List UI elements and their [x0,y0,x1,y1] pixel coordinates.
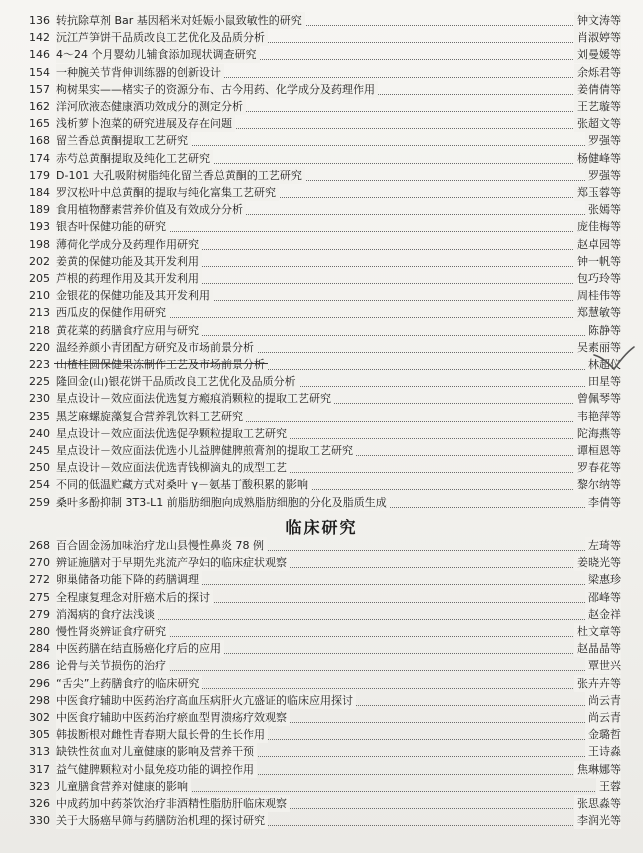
page-number: 272 [29,573,50,587]
entry-title: 黄花菜的药膳食疗应用与研究 [56,322,202,339]
page-number: 240 [29,426,50,440]
entry-author: 李润光等 [574,812,621,829]
page-number: 313 [29,745,50,759]
toc-entry [0,270,643,287]
entry-title: 辨证施膳对于早期先兆流产孕妇的临床症状观察 [56,554,290,571]
entry-title: 银杏叶保健功能的研究 [56,218,169,235]
toc-entry [0,812,643,829]
page-number: 245 [29,444,50,457]
toc-entry [0,29,643,46]
entry-title: 薄荷化学成分及药理作用研究 [56,236,202,253]
entry-title: 中医食疗辅助中医药治疗瘀血型胃溃疡疗效观察 [56,709,290,726]
page-number: 317 [29,762,50,776]
entry-title: 论骨与关节损伤的治疗 [56,657,169,674]
entry-author: 张卉卉等 [574,675,621,692]
page-number: 286 [29,659,50,673]
entry-title: 星点设计－效应面法优选小儿益脾健脾煎膏剂的提取工艺研究 [56,442,356,459]
entry-author: 王诗淼 [585,743,621,760]
toc-entry [0,356,643,373]
page-number: 205 [29,272,50,285]
page-number: 284 [29,642,50,656]
entry-title: 山楂桂圆保健果冻制作工艺及市场前景分析 [56,356,268,373]
entry-title: 卵巢储备功能下降的药膳调理 [56,571,202,588]
entry-title: “舌尖”上药膳食疗的临床研究 [56,675,202,692]
entry-author: 林超仪 [585,356,621,373]
entry-title: 枸树果实——楮实子的资源分布、古今用药、化学成分及药理作用 [56,81,378,98]
toc-entry [0,167,643,184]
page-number: 162 [29,100,50,113]
entry-author: 肖淑婷等 [574,29,621,46]
page-number: 305 [29,728,50,742]
entry-title: 益气健脾颗粒对小鼠免疫功能的调控作用 [56,761,257,778]
toc-entry [0,554,643,571]
entry-author: 钟文涛等 [574,12,621,29]
toc-entry [0,339,643,356]
toc-entry [0,657,643,674]
toc-entry [0,743,643,760]
entry-author: 姜晓光等 [574,554,621,571]
entry-title: 星点设计－效应面法优选青钱柳滴丸的成型工艺 [56,459,290,476]
toc-entry [0,675,643,692]
entry-title: 中医药膳在结直肠癌化疗后的应用 [56,640,224,657]
entry-author: 焦琳娜等 [574,761,621,778]
page-number: 296 [29,676,50,690]
entry-author: 王艺璇等 [574,98,621,115]
entry-author: 韦艳萍等 [574,408,621,425]
toc-entry [0,476,643,493]
entry-author: 杜文章等 [574,623,621,640]
page-number: 279 [29,607,50,621]
page-number: 213 [29,306,50,320]
pen-underline-mark [54,363,268,364]
entry-title: D-101 大孔吸附树脂纯化留兰香总黄酮的工艺研究 [56,167,305,184]
page-number: 210 [29,289,50,303]
page-number: 225 [29,375,50,389]
toc-entry [0,98,643,115]
entry-author: 尚云青 [585,709,621,726]
entry-author: 吴素丽等 [574,339,621,356]
toc-entry [0,46,643,63]
toc-entry [0,132,643,149]
toc-entry [0,623,643,640]
entry-title: 转抗除草剂 Bar 基因稻米对妊娠小鼠致敏性的研究 [56,12,305,29]
entry-author: 覃世兴 [585,657,621,674]
entry-author: 李倩等 [585,494,621,511]
page-number: 142 [29,31,50,45]
entry-author: 田星等 [585,373,621,390]
entry-title: 沅江芦笋饼干品质改良工艺优化及品质分析 [56,29,268,46]
entry-title: 关于大肠癌早筛与药膳防治机理的探讨研究 [56,812,268,829]
entry-author: 郑慧敏等 [574,304,621,321]
toc-entry [0,236,643,253]
entry-author: 郑玉蓉等 [574,184,621,201]
entry-author: 陀海燕等 [574,425,621,442]
toc-entry [0,606,643,623]
entry-title: 温经养颜小青团配方研究及市场前景分析 [56,339,257,356]
entry-author: 陈静等 [585,322,621,339]
entry-author: 罗强等 [585,132,621,149]
entry-title: 姜黄的保健功能及其开发利用 [56,253,202,270]
entry-author: 罗春花等 [574,459,621,476]
entry-title: 星点设计－效应面法优选促孕颗粒提取工艺研究 [56,425,290,442]
toc-entry [0,150,643,167]
page-number: 157 [29,82,50,96]
entry-title: 中成药加中药茶饮治疗非酒精性脂肪肝临床观察 [56,795,290,812]
entry-author: 钟一帆等 [574,253,621,270]
toc-entry [0,287,643,304]
entry-author: 杨健峰等 [574,150,621,167]
entry-title: 赤芍总黄酮提取及纯化工艺研究 [56,150,213,167]
page-number: 250 [29,461,50,475]
entry-title: 一种腕关节背伸训练器的创新设计 [56,64,224,81]
entry-title: 食用植物酵素营养价值及有效成分分析 [56,201,246,218]
page-number: 280 [29,625,50,638]
toc-entry [0,12,643,29]
entry-author: 张超文等 [574,115,621,132]
entry-author: 尚云青 [585,692,621,709]
toc-entry [0,390,643,407]
entry-author: 赵金祥 [585,606,621,623]
page-number: 302 [29,711,50,724]
page-number: 146 [29,48,50,62]
page-number: 270 [29,556,50,570]
entry-title: 韩拔断根对雌性青春期大鼠长骨的生长作用 [56,726,268,743]
entry-author: 刘曼媛等 [574,46,621,63]
entry-title: 罗汉松叶中总黄酮的提取与纯化富集工艺研究 [56,184,279,201]
page-number: 326 [29,797,50,810]
page-number: 136 [29,14,50,27]
toc-entry [0,537,643,554]
toc-entry [0,184,643,201]
page-number: 268 [29,539,50,552]
entry-title: 芦根的药理作用及其开发利用 [56,270,202,287]
page-number: 189 [29,203,50,217]
entry-title: 缺铁性贫血对儿童健康的影响及营养干预 [56,743,257,760]
entry-author: 王蓉 [596,778,621,795]
entry-title: 消渴病的食疗法浅谈 [56,606,158,623]
entry-author: 余烁君等 [574,64,621,81]
toc-entry [0,253,643,270]
toc-entry [0,778,643,795]
entry-author: 金璐哲 [585,726,621,743]
page-number: 220 [29,340,50,354]
entry-title: 洋河欣液态健康酒功效成分的测定分析 [56,98,246,115]
entry-title: 中医食疗辅助中医药治疗高血压病肝火亢盛证的临床应用探讨 [56,692,356,709]
toc-entry [0,571,643,588]
entry-title: 不同的低温贮藏方式对桑叶 γ－氨基丁酸积累的影响 [56,476,311,493]
entry-title: 星点设计－效应面法优选复方瘢痕消颗粒的提取工艺研究 [56,390,334,407]
entry-author: 黎尔纳等 [574,476,621,493]
page-number: 198 [29,237,50,251]
entry-author: 庞佳梅等 [574,218,621,235]
entry-author: 姜倩倩等 [574,81,621,98]
page-number: 298 [29,693,50,707]
entry-title: 百合固金汤加味治疗龙山县慢性鼻炎 78 例 [56,537,267,554]
entry-author: 梁惠珍 [585,571,621,588]
entry-author: 谭桓恩等 [574,442,621,459]
page-number: 174 [29,151,50,165]
toc-entry [0,218,643,235]
page-number: 168 [29,134,50,148]
page-number: 154 [29,65,50,79]
page-number: 202 [29,254,50,268]
toc-entry [0,201,643,218]
check-mark-icon [592,345,636,371]
page-number: 165 [29,117,50,131]
entry-author: 赵卓园等 [574,236,621,253]
entry-author: 周桂伟等 [574,287,621,304]
toc-entry [0,408,643,425]
page-number: 254 [29,478,50,492]
page-number: 235 [29,409,50,423]
toc-entry [0,795,643,812]
entry-title: 慢性肾炎辨证食疗研究 [56,623,169,640]
entry-title: 儿童膳食营养对健康的影响 [56,778,191,795]
page-number: 275 [29,590,50,604]
toc-entry [0,709,643,726]
toc-entry [0,322,643,339]
entry-title: 全程康复理念对肝癌术后的探讨 [56,589,213,606]
page-number: 218 [29,323,50,337]
toc-entry [0,442,643,459]
toc-entry [0,761,643,778]
toc-entry [0,459,643,476]
page-number: 323 [29,779,50,793]
page-number: 330 [29,814,50,828]
entry-author: 罗强等 [585,167,621,184]
entry-author: 曾佩琴等 [574,390,621,407]
entry-author: 赵晶晶等 [574,640,621,657]
entry-author: 包巧玲等 [574,270,621,287]
page-number: 179 [29,168,50,182]
entry-title: 留兰香总黄酮提取工艺研究 [56,132,191,149]
entry-title: 金银花的保健功能及其开发利用 [56,287,213,304]
toc-entry [0,640,643,657]
toc-entry [0,115,643,132]
toc-entry [0,304,643,321]
entry-author: 张思淼等 [574,795,621,812]
toc-entry [0,81,643,98]
toc-entry [0,494,643,511]
entry-author: 张嫣等 [585,201,621,218]
page-number: 193 [29,220,50,234]
entry-title: 4～24 个月婴幼儿辅食添加现状调查研究 [56,46,260,63]
toc-entry [0,373,643,390]
toc-entry [0,64,643,81]
page-number: 184 [29,186,50,199]
toc-entry [0,692,643,709]
entry-author: 左琦等 [585,537,621,554]
section-heading: 临床研究 [285,518,358,537]
page-number: 259 [29,495,50,509]
toc-entry [0,726,643,743]
entry-author: 邵峰等 [585,589,621,606]
page-number: 223 [29,358,50,371]
entry-title: 桑叶多酚抑制 3T3-L1 前脂肪细胞向成熟脂肪细胞的分化及脂质生成 [56,494,390,511]
toc-entry [0,589,643,606]
entry-title: 黑芝麻螺旋藻复合营养乳饮料工艺研究 [56,408,246,425]
entry-title: 浅析萝卜泡菜的研究进展及存在问题 [56,115,235,132]
toc-entry [0,425,643,442]
page-number: 230 [29,392,50,406]
entry-title: 西瓜皮的保健作用研究 [56,304,169,321]
entry-title: 隆回金(山)银花饼干品质改良工艺优化及品质分析 [56,373,299,390]
